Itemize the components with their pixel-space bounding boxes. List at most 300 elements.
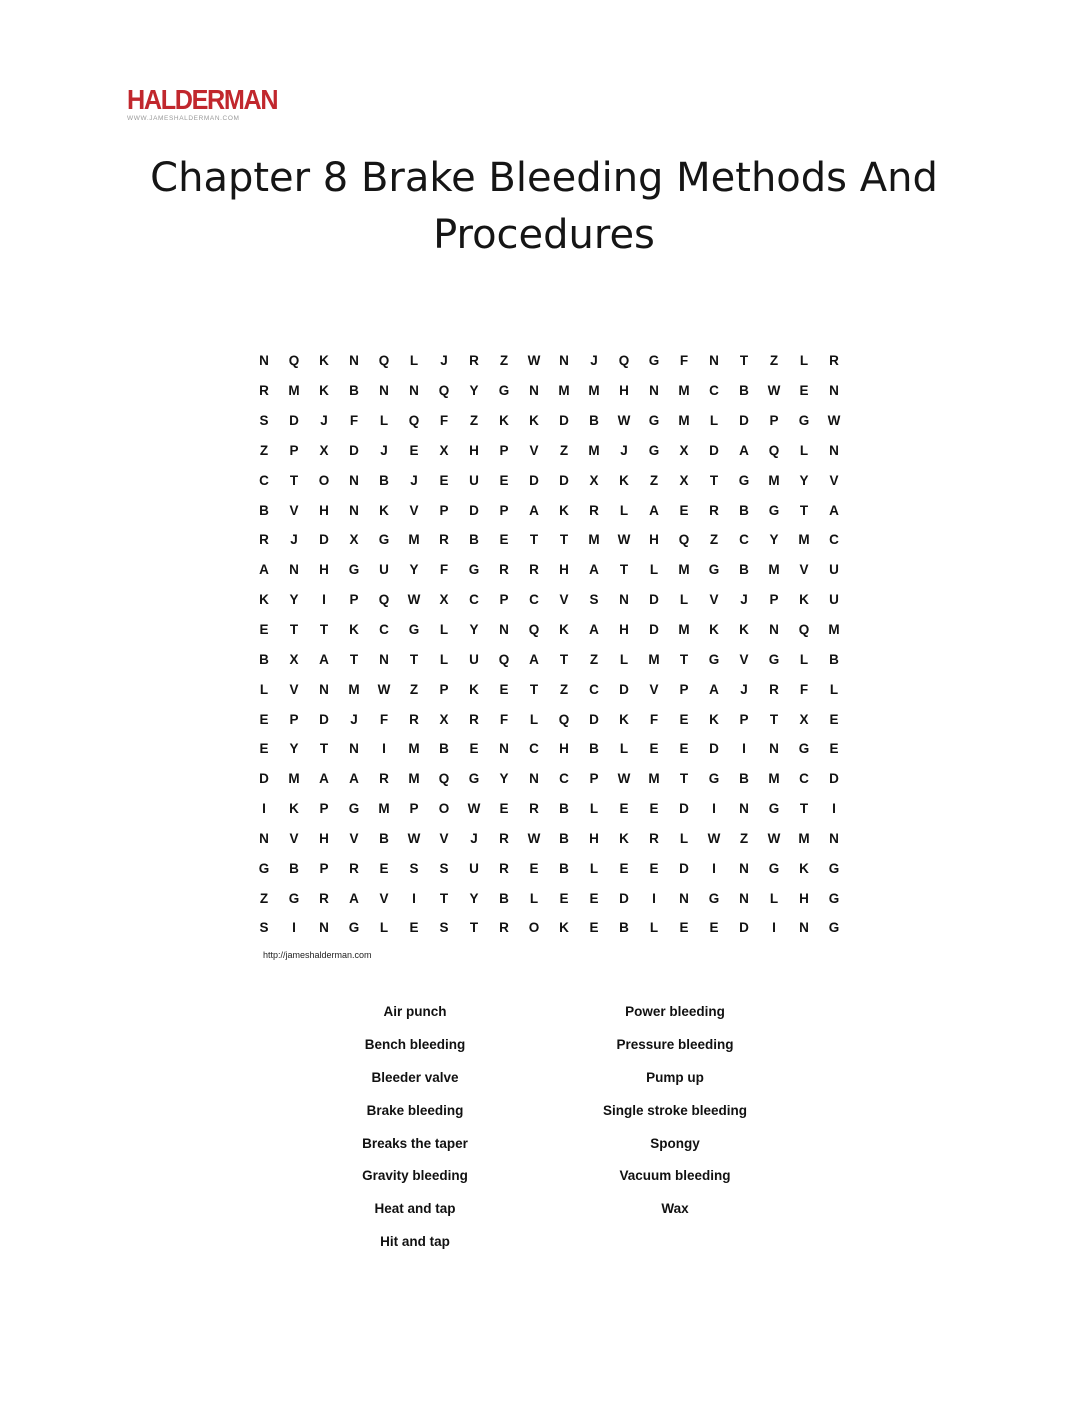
grid-letter: M [588,442,600,458]
grid-letter: N [319,681,329,697]
grid-letter: Z [409,681,419,697]
grid-letter: V [559,592,569,608]
grid-letter: L [679,830,689,846]
grid-letter: J [620,442,628,458]
grid-letter: I [742,741,746,757]
grid-letter: X [439,711,449,727]
grid-letter: Z [559,442,569,458]
grid-letter: N [349,502,359,518]
grid-letter: E [529,860,539,876]
grid-letter: N [769,741,779,757]
grid-letter: D [559,472,569,488]
grid-letter: L [439,622,449,638]
word-list-item: Pump up [646,1069,704,1085]
grid-letter: R [499,830,509,846]
word-list-item: Bench bleeding [364,1036,466,1052]
grid-letter: R [529,562,539,578]
grid-letter: L [439,651,449,667]
grid-letter: M [288,383,300,399]
grid-letter: H [619,622,629,638]
grid-letter: A [259,562,269,578]
grid-letter: G [348,920,360,936]
grid-letter: E [499,681,509,697]
grid-letter: M [648,651,660,667]
grid-letter: Z [769,353,779,369]
grid-letter: M [648,771,660,787]
grid-letter: K [799,860,809,876]
grid-letter: V [289,502,299,518]
grid-letter: W [827,413,841,429]
grid-letter: H [469,442,479,458]
grid-letter: G [258,860,270,876]
word-list-item: Vacuum bleeding [619,1168,731,1184]
grid-letter: E [709,920,719,936]
grid-letter: T [679,771,689,787]
grid-letter: B [829,651,839,667]
grid-letter: K [319,353,329,369]
word-list-item: Brake bleeding [366,1102,464,1118]
grid-letter: E [649,801,659,817]
grid-letter: S [259,413,269,429]
grid-letter: N [379,383,389,399]
grid-letter: K [739,622,749,638]
grid-letter: M [408,741,420,757]
grid-letter: T [289,622,299,638]
grid-letter: E [589,920,599,936]
grid-letter: H [319,830,329,846]
grid-letter: B [289,860,299,876]
grid-letter: W [467,801,481,817]
grid-letter: C [529,741,539,757]
grid-letter: P [769,592,779,608]
grid-letter: M [678,562,690,578]
grid-letter: B [739,771,749,787]
grid-letter: A [349,771,359,787]
grid-letter: R [469,353,479,369]
grid-letter: T [739,353,749,369]
grid-letter: R [529,801,539,817]
grid-letter: O [438,801,450,817]
grid-letter: V [409,502,419,518]
grid-letter: Z [259,442,269,458]
grid-letter: K [259,592,269,608]
grid-letter: V [289,681,299,697]
grid-letter: S [439,860,449,876]
grid-letter: Q [618,353,630,369]
grid-letter: D [709,741,719,757]
grid-letter: P [409,801,419,817]
grid-letter: B [559,830,569,846]
grid-letter: Q [498,651,510,667]
grid-letter: H [319,562,329,578]
grid-letter: G [498,383,510,399]
grid-letter: N [799,920,809,936]
grid-letter: N [529,771,539,787]
grid-letter: N [259,353,269,369]
grid-letter: P [769,413,779,429]
grid-letter: E [499,801,509,817]
source-url: http://jameshalderman.com [263,950,372,960]
grid-letter: J [740,681,748,697]
grid-letter: I [772,920,776,936]
grid-letter: G [738,472,750,488]
grid-letter: M [588,532,600,548]
grid-letter: K [709,711,719,727]
word-list-item: Hit and tap [380,1234,450,1250]
grid-letter: G [708,771,720,787]
grid-letter: F [439,413,449,429]
grid-letter: E [259,622,269,638]
grid-letter: G [828,920,840,936]
grid-letter: M [558,383,570,399]
grid-letter: I [712,801,716,817]
grid-letter: C [469,592,479,608]
grid-letter: D [739,413,749,429]
grid-letter: N [829,442,839,458]
grid-letter: E [559,890,569,906]
grid-letter: N [829,830,839,846]
grid-letter: I [382,741,386,757]
grid-letter: P [289,442,299,458]
grid-letter: J [590,353,598,369]
grid-letter: C [739,532,749,548]
grid-letter: T [619,562,629,578]
word-list-item: Heat and tap [374,1201,456,1217]
grid-letter: G [768,502,780,518]
grid-letter: D [649,622,659,638]
word-list-item: Air punch [383,1004,447,1019]
grid-letter: D [679,860,689,876]
grid-letter: V [799,562,809,578]
grid-letter: T [559,651,569,667]
grid-letter: B [559,860,569,876]
grid-letter: U [829,562,839,578]
grid-letter: P [289,711,299,727]
grid-letter: W [707,830,721,846]
grid-letter: M [288,771,300,787]
word-list-item: Breaks the taper [362,1135,468,1151]
grid-letter: R [499,860,509,876]
grid-letter: S [409,860,419,876]
grid-letter: K [559,502,569,518]
grid-letter: R [709,502,719,518]
grid-letter: A [649,502,659,518]
grid-letter: G [378,532,390,548]
grid-letter: N [769,622,779,638]
grid-letter: D [289,413,299,429]
grid-letter: L [529,890,539,906]
grid-letter: E [799,383,809,399]
grid-letter: L [799,442,809,458]
grid-letter: B [589,741,599,757]
grid-letter: U [469,472,479,488]
grid-letter: R [409,711,419,727]
grid-letter: Q [768,442,780,458]
grid-letter: L [589,801,599,817]
grid-letter: M [828,622,840,638]
grid-letter: Z [649,472,659,488]
grid-letter: W [617,532,631,548]
grid-letter: L [679,592,689,608]
grid-letter: Y [769,532,779,548]
grid-letter: K [709,622,719,638]
grid-letter: L [619,651,629,667]
grid-letter: E [679,711,689,727]
grid-letter: B [499,890,509,906]
grid-letter: N [349,353,359,369]
word-list-item: Bleeder valve [371,1069,459,1085]
grid-letter: S [439,920,449,936]
grid-letter: T [769,711,779,727]
grid-letter: N [349,741,359,757]
grid-letter: K [289,801,299,817]
grid-letter: X [439,442,449,458]
grid-letter: F [349,413,359,429]
grid-letter: F [379,711,389,727]
grid-letter: N [649,383,659,399]
grid-letter: W [377,681,391,697]
page-title-line1: Chapter 8 Brake Bleeding Methods And [150,155,938,201]
grid-letter: E [379,860,389,876]
grid-letter: I [712,860,716,876]
grid-letter: I [652,890,656,906]
grid-letter: W [617,771,631,787]
grid-letter: K [619,830,629,846]
grid-letter: B [559,801,569,817]
grid-letter: A [319,771,329,787]
word-list-item: Wax [661,1201,689,1217]
grid-letter: C [529,592,539,608]
grid-letter: C [829,532,839,548]
grid-letter: N [379,651,389,667]
grid-letter: M [768,562,780,578]
grid-letter: K [349,622,359,638]
grid-letter: G [828,890,840,906]
grid-letter: D [319,711,329,727]
logo-tagline-text: WWW.JAMESHALDERMAN.COM [127,115,240,122]
grid-letter: E [619,801,629,817]
grid-letter: D [469,502,479,518]
grid-letter: R [379,771,389,787]
grid-letter: G [708,651,720,667]
grid-letter: M [408,532,420,548]
grid-letter: E [439,472,449,488]
grid-letter: G [798,741,810,757]
word-list-item: Single stroke bleeding [602,1102,748,1118]
grid-letter: J [470,830,478,846]
grid-letter: Q [528,622,540,638]
grid-letter: L [829,681,839,697]
grid-letter: C [709,383,719,399]
grid-letter: P [589,771,599,787]
grid-letter: D [619,681,629,697]
grid-letter: Q [378,592,390,608]
grid-letter: L [619,741,629,757]
grid-letter: L [619,502,629,518]
grid-letter: V [529,442,539,458]
grid-letter: T [469,920,479,936]
word-list-item: Power bleeding [625,1004,725,1019]
grid-letter: D [739,920,749,936]
grid-letter: V [739,651,749,667]
grid-letter: P [739,711,749,727]
grid-letter: M [678,413,690,429]
grid-letter: K [319,383,329,399]
grid-letter: G [768,860,780,876]
grid-letter: P [439,681,449,697]
grid-letter: R [469,711,479,727]
grid-letter: G [648,442,660,458]
grid-letter: X [349,532,359,548]
grid-letter: U [829,592,839,608]
grid-letter: U [379,562,389,578]
grid-letter: N [349,472,359,488]
grid-letter: O [318,472,330,488]
grid-letter: K [619,711,629,727]
grid-letter: T [709,472,719,488]
grid-letter: D [619,890,629,906]
grid-letter: J [350,711,358,727]
grid-letter: K [469,681,479,697]
grid-letter: T [319,741,329,757]
grid-letter: G [648,353,660,369]
grid-letter: X [589,472,599,488]
grid-letter: Q [798,622,810,638]
grid-letter: R [499,562,509,578]
grid-letter: Z [499,353,509,369]
grid-letter: V [439,830,449,846]
grid-letter: V [829,472,839,488]
grid-letter: I [292,920,296,936]
grid-letter: E [409,920,419,936]
grid-letter: P [679,681,689,697]
grid-letter: N [709,353,719,369]
grid-letter: P [349,592,359,608]
grid-letter: D [709,442,719,458]
grid-letter: J [440,353,448,369]
grid-letter: L [409,353,419,369]
grid-letter: Y [409,562,419,578]
grid-letter: E [259,741,269,757]
grid-letter: A [529,502,539,518]
logo-brand-text: HALDERMAN [127,84,278,115]
grid-letter: Y [289,741,299,757]
grid-letter: M [588,383,600,399]
grid-letter: K [799,592,809,608]
grid-letter: Q [378,353,390,369]
grid-letter: F [649,711,659,727]
grid-letter: T [559,532,569,548]
grid-letter: C [799,771,809,787]
grid-letter: A [319,651,329,667]
grid-letter: Y [469,622,479,638]
grid-letter: B [349,383,359,399]
grid-letter: C [259,472,269,488]
grid-letter: Y [469,890,479,906]
grid-letter: R [769,681,779,697]
page-title [0,150,1088,264]
grid-letter: R [829,353,839,369]
grid-letter: A [739,442,749,458]
grid-letter: H [559,741,569,757]
grid-letter: D [589,711,599,727]
grid-letter: O [528,920,540,936]
grid-letter: M [798,532,810,548]
grid-letter: J [320,413,328,429]
grid-letter: K [619,472,629,488]
grid-letter: E [499,472,509,488]
grid-letter: Q [408,413,420,429]
grid-letter: F [679,353,689,369]
grid-letter: E [469,741,479,757]
page-title-line2: Procedures [433,212,655,258]
grid-letter: F [499,711,509,727]
grid-letter: B [739,562,749,578]
grid-letter: G [828,860,840,876]
grid-letter: R [259,383,269,399]
grid-letter: R [649,830,659,846]
grid-letter: T [529,532,539,548]
grid-letter: J [410,472,418,488]
grid-letter: E [649,741,659,757]
grid-letter: B [739,502,749,518]
grid-letter: P [499,502,509,518]
grid-letter: V [379,890,389,906]
grid-letter: Z [709,532,719,548]
grid-letter: X [289,651,299,667]
word-list-left-column [265,996,565,1259]
grid-letter: J [290,532,298,548]
grid-letter: K [529,413,539,429]
grid-letter: G [468,771,480,787]
grid-letter: G [648,413,660,429]
grid-letter: H [589,830,599,846]
grid-letter: A [349,890,359,906]
grid-letter: E [589,890,599,906]
grid-letter: E [259,711,269,727]
grid-letter: N [499,741,509,757]
grid-letter: E [829,711,839,727]
grid-letter: X [679,442,689,458]
grid-letter: S [589,592,599,608]
grid-letter: L [799,353,809,369]
grid-letter: Q [678,532,690,548]
grid-letter: T [799,801,809,817]
grid-letter: N [739,801,749,817]
grid-letter: N [829,383,839,399]
grid-letter: B [739,383,749,399]
grid-letter: H [799,890,809,906]
grid-letter: K [499,413,509,429]
grid-letter: C [589,681,599,697]
grid-letter: A [589,562,599,578]
grid-letter: D [349,442,359,458]
grid-letter: T [289,472,299,488]
grid-letter: X [439,592,449,608]
grid-letter: N [739,890,749,906]
grid-letter: B [259,502,269,518]
grid-letter: B [259,651,269,667]
grid-letter: R [439,532,449,548]
grid-letter: N [559,353,569,369]
grid-letter: E [679,741,689,757]
grid-letter: N [739,860,749,876]
grid-letter: Q [288,353,300,369]
grid-letter: Q [438,383,450,399]
grid-letter: K [559,622,569,638]
grid-letter: H [319,502,329,518]
grid-letter: X [799,711,809,727]
